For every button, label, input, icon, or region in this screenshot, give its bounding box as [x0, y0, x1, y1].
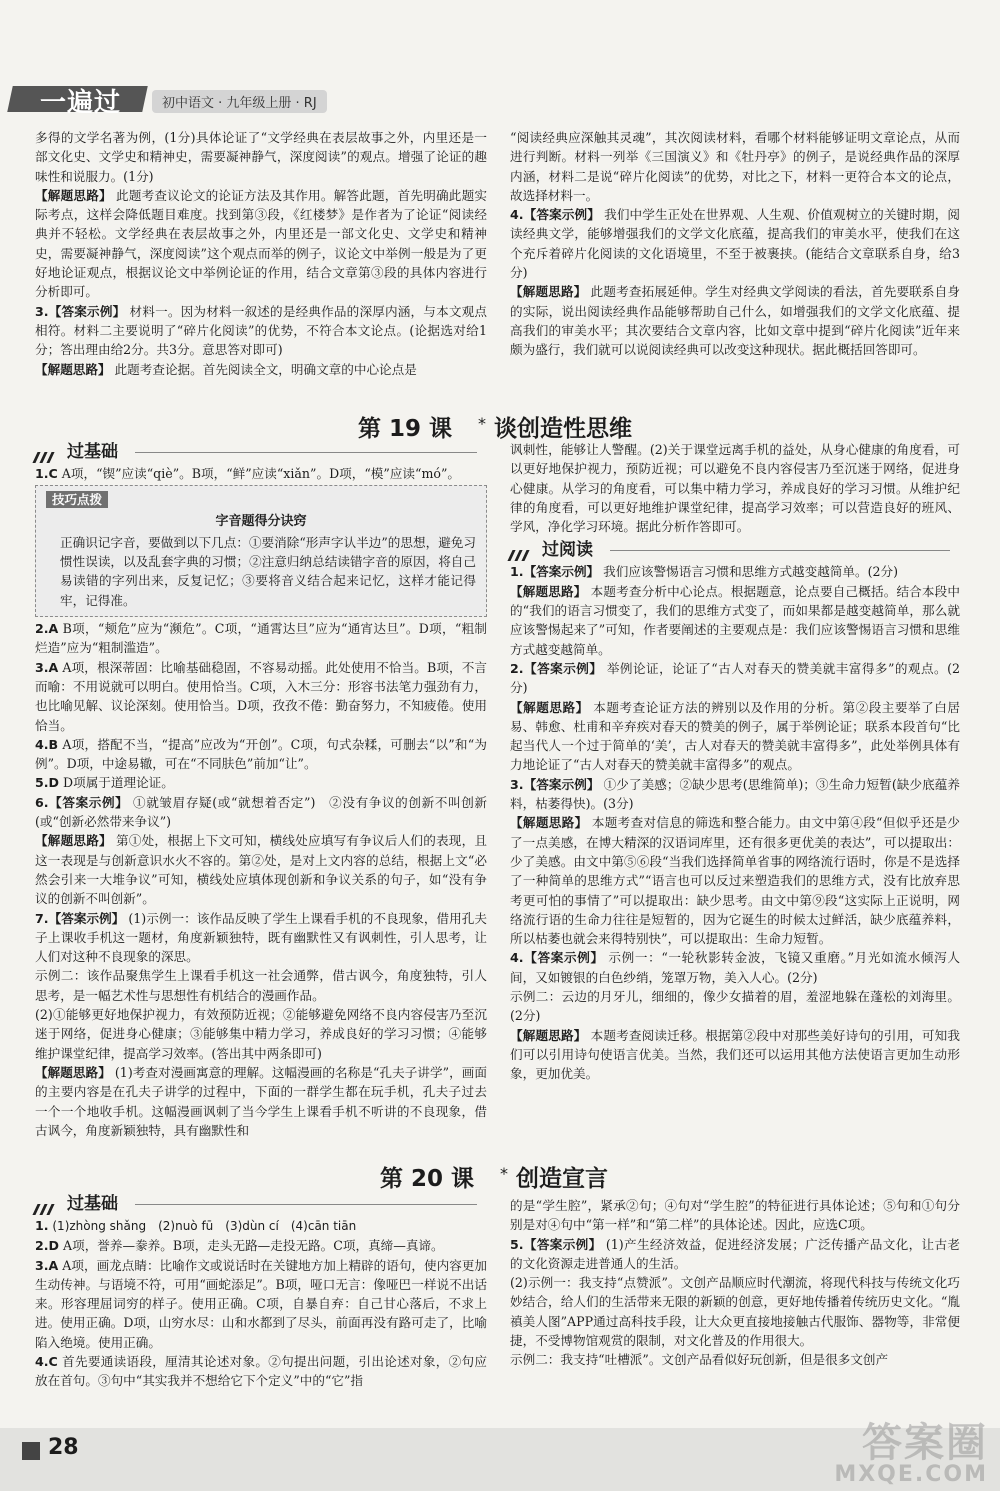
answer-text: 本题考查论证方法的辨别以及作用的分析。第②段主要举了白居易、韩愈、杜甫和辛弃疾对春天的赞美的例子，属于举例论证；联系本段首句“比起当代人一个过于简单的‘美’，古人对春天的赞美就丰富得多”，此处举例具体有力地论证了“古人对春天的赞美就丰富得多”的观点。 — [510, 699, 960, 773]
answer-paragraph — [35, 1216, 487, 1236]
answer-text: 本题考查对信息的筛选和整合能力。由文中第④段“但似乎还是少了一点美感，在博大精深的汉语词库里，还有很多更优美的表达”，可以提取出：少了美感。由文中第⑤⑥段“当我们选择简单省事的网络流行语时，你是不是选择了一种简单的思维方式”“语言也可以反过来塑造我们的思维方式，没有比放弃思考更可怕的事情了”可以提取出：缺少思考。由文中第⑨段“这实际上正说明，网络流行语的生命力往往是短暂的，因为它诞生的时候太过鲜活，缺少底蕴养料，所以枯萎也就会来得特别快”，可以提取出：生命力短暂。 — [510, 815, 960, 947]
answer-paragraph — [510, 1235, 960, 1274]
answer-label: 【解题思路】 — [35, 1064, 111, 1080]
answer-paragraph — [35, 773, 487, 792]
answer-text: 本题考查阅读迁移。根据第②段中对那些美好诗句的引用，可知我们可以引用诗句使语言优美。当然，我们还可以运用其他方法使语言更加生动形象，更加优美。 — [510, 1027, 961, 1082]
lesson-20-star: * — [500, 1164, 508, 1183]
question-number: 6. — [35, 794, 49, 810]
tip-body: 正确识记字音，要做到以下几点：①要消除“形声字认半边”的思想，避免习惯性误读，以及乱套字典的习惯；②注意归纳总结读错字音的原因，将自己易读错的字列出来，反复记忆；③要将音义结合起来记忆，这样才能记得牢，记得准。 — [60, 534, 476, 608]
question-number: 4.C — [35, 1354, 58, 1370]
question-number: 1. — [35, 1218, 49, 1233]
answer-paragraph — [510, 698, 960, 775]
answer-text: ①就皱眉存疑(或“就想着否定”) ②没有争议的创新不叫创新(或“创新必然带来争议”) — [35, 794, 487, 830]
answer-paragraph — [510, 775, 960, 814]
question-number: 4. — [510, 207, 524, 223]
answer-text: 第①处，根据上下文可知，横线处应填写有争议后人们的表现，且这一表现是与创新意识水火不容的。第②处，是对上文内容的总结，根据上文“必然会引来一大堆争议”可知，横线处应填体现创新和争议关系的句子，如“没有争议的创新不叫创新”。 — [35, 833, 488, 907]
page-header — [0, 78, 1000, 120]
watermark-bottom: MXQE.COM — [834, 1462, 988, 1487]
answer-text: A项，“锲”应读“qiè”。B项，“鲜”应读“xiǎn”。D项，“模”应读“mó”。 — [57, 466, 461, 481]
answer-paragraph — [35, 966, 487, 1005]
answer-paragraph — [35, 1256, 487, 1352]
answer-label: 【答案示例】 — [48, 794, 129, 810]
answer-paragraph — [35, 360, 487, 379]
lesson-19-left-part-b — [35, 619, 487, 1140]
answer-text: 举例论证，论证了“古人对春天的赞美就丰富得多”的观点。(2分) — [510, 660, 960, 696]
lesson-20-right-column — [510, 1196, 960, 1370]
section-marker-icon — [35, 446, 61, 458]
answer-paragraph — [35, 464, 487, 483]
page-footer — [0, 1420, 1000, 1491]
lesson-19-right-column — [510, 440, 960, 1084]
answer-text: 示例二：我支持“吐槽派”。文创产品看似好玩创新，但是很多文创产 — [510, 1352, 889, 1368]
tip-title: 字音题得分诀窍 — [215, 513, 307, 529]
answer-paragraph — [35, 735, 487, 774]
answer-label: 【解题思路】 — [35, 833, 112, 849]
section-rule — [135, 452, 477, 453]
answer-label: 【解题思路】 — [510, 284, 587, 300]
answer-label: 【答案示例】 — [48, 910, 125, 926]
top-left-column — [35, 128, 487, 379]
answer-label: 【答案示例】 — [523, 776, 600, 792]
answer-text: 示例二：该作品聚焦学生上课看手机这一社会通弊，借古讽今，角度独特，引人思考，是一幅艺术性与思想性有机结合的漫画作品。 — [35, 968, 487, 1003]
answer-label: 【解题思路】 — [35, 187, 112, 203]
top-right-column — [510, 128, 960, 360]
answer-text: 我们中学生正处在世界观、人生观、价值观树立的关键时期，阅读经典文学，能够增强我们的文学文化底蕴，提高我们的审美水平，使我们在这个充斥着碎片化阅读的文化语境里，不至于被裹挟。(能结合文章联系自身，给3分) — [510, 207, 961, 281]
answer-label: 【解题思路】 — [510, 815, 588, 831]
answer-text: 示例二：云边的月牙儿，细细的，像少女描着的眉，羞涩地躲在蓬松的刘海里。(2分) — [510, 989, 960, 1024]
answer-paragraph — [510, 948, 960, 987]
question-number: 7. — [35, 910, 49, 926]
answer-label: 【答案示例】 — [523, 564, 600, 580]
answer-text: “阅读经典应深触其灵魂”，其次阅读材料，看哪个材料能够证明文章论点，从而进行判断。材料一列举《三国演义》和《牡丹亭》的例子，是说经典作品的深厚内涵，材料二是说“碎片化阅读”的优势，对比之下，材料一更符合本文的论点，故选择材料一。 — [510, 130, 960, 203]
answer-text: (1)产生经济效益，促进经济发展；广泛传播产品文化，让古老的文化资源走进普通人的生活。 — [510, 1236, 961, 1271]
answer-text: 首先要通读语段，厘清其论述对象。②句提出问题，引出论述对象，②句应放在首句。③句中“其实我并不想给它下个定义”中的“它”指 — [35, 1354, 487, 1389]
answer-label: 【答案示例】 — [523, 1236, 602, 1252]
answer-paragraph — [510, 582, 960, 659]
question-number: 3.A — [35, 659, 59, 675]
lesson-19-title: 谈创造性思维 — [494, 416, 632, 442]
question-number: 4. — [510, 950, 524, 966]
question-number: 3.A — [35, 1257, 59, 1273]
lesson-19-left-column — [35, 440, 487, 1140]
section-basic-title: 过基础 — [67, 442, 118, 462]
answer-paragraph — [510, 1273, 960, 1350]
answer-label: 【解题思路】 — [510, 699, 589, 715]
answer-paragraph — [510, 562, 960, 581]
answer-text: ①少了美感；②缺少思考(思维简单)；③生命力短暂(缺少底蕴养料，枯萎得快)。(3分) — [510, 776, 961, 812]
answer-paragraph — [35, 302, 487, 360]
answer-paragraph — [35, 1236, 487, 1255]
answer-label: 【答案示例】 — [523, 950, 604, 966]
section-marker-icon — [510, 544, 536, 556]
answer-paragraph — [35, 909, 487, 967]
answer-text: B项，“颊危”应为“濒危”。C项，“通霄达旦”应为“通宵达旦”。D项，“粗制烂造”应为“粗制滥造”。 — [35, 621, 487, 656]
answer-text: 此题考查论据。首先阅读全文，明确文章的中心论点是 — [110, 361, 417, 377]
section-basic-2 — [35, 1192, 487, 1216]
watermark — [834, 1420, 988, 1487]
lesson-20-title: 创造宣言 — [516, 1166, 608, 1192]
answer-label: 【答案示例】 — [523, 207, 600, 223]
watermark-top: 答案圈 — [862, 1420, 988, 1466]
answer-paragraph — [510, 282, 960, 359]
answer-paragraph — [510, 1350, 960, 1369]
answer-paragraph — [510, 1026, 960, 1084]
answer-text: 讽刺性，能够让人警醒。(2)关于课堂远离手机的益处，从身心健康的角度看，可以更好地保护视力，预防近视；可以避免不良内容侵害乃至沉迷于网络，促进身心健康。从学习的角度看，可以集中精力学习，养成良好的学习习惯。从维护纪律的角度看，可以更好地维护课堂纪律，提高学习效率；可以营造良好的班风、学风，净化学习环境。据此分析作答即可。 — [510, 442, 960, 535]
question-number: 2. — [510, 660, 524, 676]
section-marker-icon — [35, 1198, 61, 1210]
section-read-title: 过阅读 — [542, 540, 593, 561]
question-number: 2.A — [35, 621, 59, 637]
question-number: 1.C — [35, 466, 58, 481]
tip-tag: 技巧点拨 — [46, 491, 108, 508]
answer-paragraph — [510, 205, 960, 282]
answer-text: 多得的文学名著为例，(1分)具体论证了“文学经典在表层故事之外，内里还是一部文化史、文学史和精神史，需要凝神静气，深度阅读”的观点。增强了论证的趣味性和说服力。(1分) — [35, 130, 487, 184]
page-number: 28 — [48, 1435, 79, 1460]
answer-text: 此题考查拓展延伸。学生对经典文学阅读的看法，首先要联系自身的实际，说出阅读经典作品能够帮助自己什么，如增强我们的文学文化底蕴、提高我们的审美水平；其次要结合文章内容，比如文章中提到“碎片化阅读”近年来颇为盛行，我们就可以说阅读经典可以改变这种现状。据此概括回答即可。 — [510, 284, 961, 358]
answer-text: 此题考查议论文的论证方法及其作用。解答此题，首先明确此题实际考点，这样会降低题目难度。找到第③段，《红楼梦》是作者为了论证“阅读经典并不轻松。文学经典在表层故事之外，内里还是一部文化史、文学史和精神史，需要凝神静气，深度阅读”这个观点而举的例子，议论文中举例一般是为了更好地论证观点，根据议论文中举例论证的作用，结合文章第③段的具体内容进行分析即可。 — [35, 187, 488, 300]
question-number: 3. — [35, 303, 49, 319]
question-number: 3. — [510, 776, 524, 792]
lesson-20-left-column — [35, 1192, 487, 1391]
answer-text: (1)考查对漫画寓意的理解。这幅漫画的名称是“孔夫子讲学”，画面的主要内容是在孔夫子讲学的过程中，下面的一群学生都在玩手机，孔夫子过去一个一个地收手机。这幅漫画讽刺了当今学生上课看手机不听讲的不良现象，借古讽今，角度新颖独特，具有幽默性和 — [35, 1064, 487, 1138]
question-number: 5. — [510, 1236, 524, 1252]
answer-text: A项，誉养—豢养。B项，走头无路—走投无路。C项，真缔—真谛。 — [59, 1238, 444, 1254]
answer-label: 【答案示例】 — [48, 303, 126, 319]
answer-label: 【解题思路】 — [510, 1027, 587, 1043]
lesson-19-right-part-b — [510, 562, 960, 1083]
section-rule — [610, 550, 950, 551]
section-rule — [135, 1204, 477, 1205]
page-number-marker — [22, 1442, 40, 1460]
answer-text: A项，搭配不当，“提高”应改为“开创”。C项，句式杂糅，可删去“以”和“为例”。D项，中途易辙，可在“不同肤色”前加“让”。 — [35, 736, 487, 772]
answer-label: 【解题思路】 — [35, 361, 111, 377]
question-number: 4.B — [35, 736, 59, 752]
header-logo: 一遍过 — [40, 88, 122, 118]
answer-paragraph — [35, 1352, 487, 1391]
question-number: 2.D — [35, 1238, 60, 1254]
answer-paragraph — [35, 831, 487, 908]
answer-text: 我们应该警惕语言习惯和思维方式越变越简单。(2分) — [599, 564, 899, 580]
answer-text: 本题考查分析中心论点。根据题意，论点要自己概括。结合本段中的“我们的语言习惯变了，我们的思维方式变了，而如果都是越变越简单，那么就应该警惕起来了”可知，作者要阐述的主要观点是：我们应该警惕语言习惯和思维方式越变越简单。 — [510, 583, 961, 657]
answer-paragraph — [35, 1063, 487, 1140]
tip-box — [35, 485, 487, 617]
answer-label: 【答案示例】 — [523, 660, 603, 676]
question-number: 1. — [510, 564, 524, 580]
answer-text: (1)zhòng shǎng (2)nuò fū (3)dùn cí (4)cān tiān — [48, 1219, 357, 1233]
answer-paragraph — [510, 987, 960, 1026]
question-number: 5.D — [35, 775, 60, 791]
lesson-19-star: * — [478, 414, 486, 433]
answer-text: (2)①能够更好地保护视力，有效预防近视；②能够避免网络不良内容侵害乃至沉迷于网络，促进身心健康；③能够集中精力学习，养成良好的学习习惯；④能够维护课堂纪律，提高学习效率。(答出其中两条即可) — [35, 1007, 487, 1061]
section-basic-2-title: 过基础 — [67, 1194, 118, 1214]
lesson-20-number: 第 20 课 — [380, 1166, 475, 1192]
answer-paragraph — [35, 658, 487, 735]
answer-text: D项属于道理论证。 — [59, 775, 174, 791]
answer-label: 【解题思路】 — [510, 583, 587, 599]
answer-paragraph — [510, 440, 960, 536]
answer-text: 示例一：“一轮秋影转金波，飞镜又重磨。”月光如流水倾泻人间，又如镀银的白色纱绡，笼罩万物，美入人心。(2分) — [510, 950, 960, 985]
lesson-19-left-part-a — [35, 464, 487, 483]
answer-text: (1)示例一：该作品反映了学生上课看手机的不良现象，借用孔夫子上课收手机这一题材，角度新颖独特，既有幽默性又有讽刺性，引人思考，让人们对这种不良现象的深思。 — [35, 910, 488, 965]
answer-paragraph — [510, 813, 960, 948]
answer-text: 的是“学生腔”，紧承②句；④句对“学生腔”的特征进行具体论述；⑤句和①句分别是对④句中“第一样”和“第二样”的具体论述。因此，应选C项。 — [510, 1198, 960, 1233]
answer-paragraph — [510, 128, 960, 205]
lesson-20-left-body — [35, 1216, 487, 1391]
answer-text: A项，画龙点睛：比喻作文或说话时在关键地方加上精辟的语句，使内容更加生动传神。与语境不符，可用“画蛇添足”。B项，哑口无言：像哑巴一样说不出话来。形容理屈词穷的样子。使用正确。C项，自暴自弃：自己甘心落后，不求上进。使用正确。D项，山穷水尽：山和水都到了尽头，前面再没有路可走了，比喻陷入绝境。使用正确。 — [35, 1257, 487, 1350]
answer-paragraph — [35, 793, 487, 832]
header-book-label: 初中语文 · 九年级上册 · RJ — [152, 90, 327, 113]
answer-paragraph — [35, 1005, 487, 1063]
lesson-19-number: 第 19 课 — [358, 416, 453, 442]
answer-text: (2)示例一：我支持“点赞派”。文创产品顺应时代潮流，将现代科技与传统文化巧妙结合，给人们的生活带来无限的新颖的创意，更好地传播着传统历史文化。“胤禛美人图”APP通过高科技手段，让大众更直接地接触古代服饰、器物等，非常便捷，不受博物馆观赏的限制，对文化普及的作用很大。 — [510, 1275, 960, 1349]
lesson-19-right-part-a — [510, 440, 960, 536]
answer-text: A项，根深蒂固：比喻基础稳固，不容易动摇。此处使用不恰当。B项，不言而喻：不用说就可以明白。使用恰当。C项，入木三分：形容书法笔力强劲有力，也比喻见解、议论深刻。使用恰当。D项，孜孜不倦：勤奋努力，不知疲倦。使用恰当。 — [35, 659, 487, 733]
answer-paragraph — [510, 659, 960, 698]
answer-text: 材料一。因为材料一叙述的是经典作品的深厚内涵，与本文观点相符。材料二主要说明了“碎片化阅读”的优势，不符合本文论点。(论据选对给1分；答出理由给2分。共3分。意思答对即可) — [35, 303, 487, 358]
answer-paragraph — [35, 619, 487, 658]
section-basic — [35, 440, 487, 464]
answer-paragraph — [35, 186, 487, 302]
answer-paragraph — [510, 1196, 960, 1235]
answer-paragraph — [35, 128, 487, 186]
section-read — [510, 538, 960, 562]
